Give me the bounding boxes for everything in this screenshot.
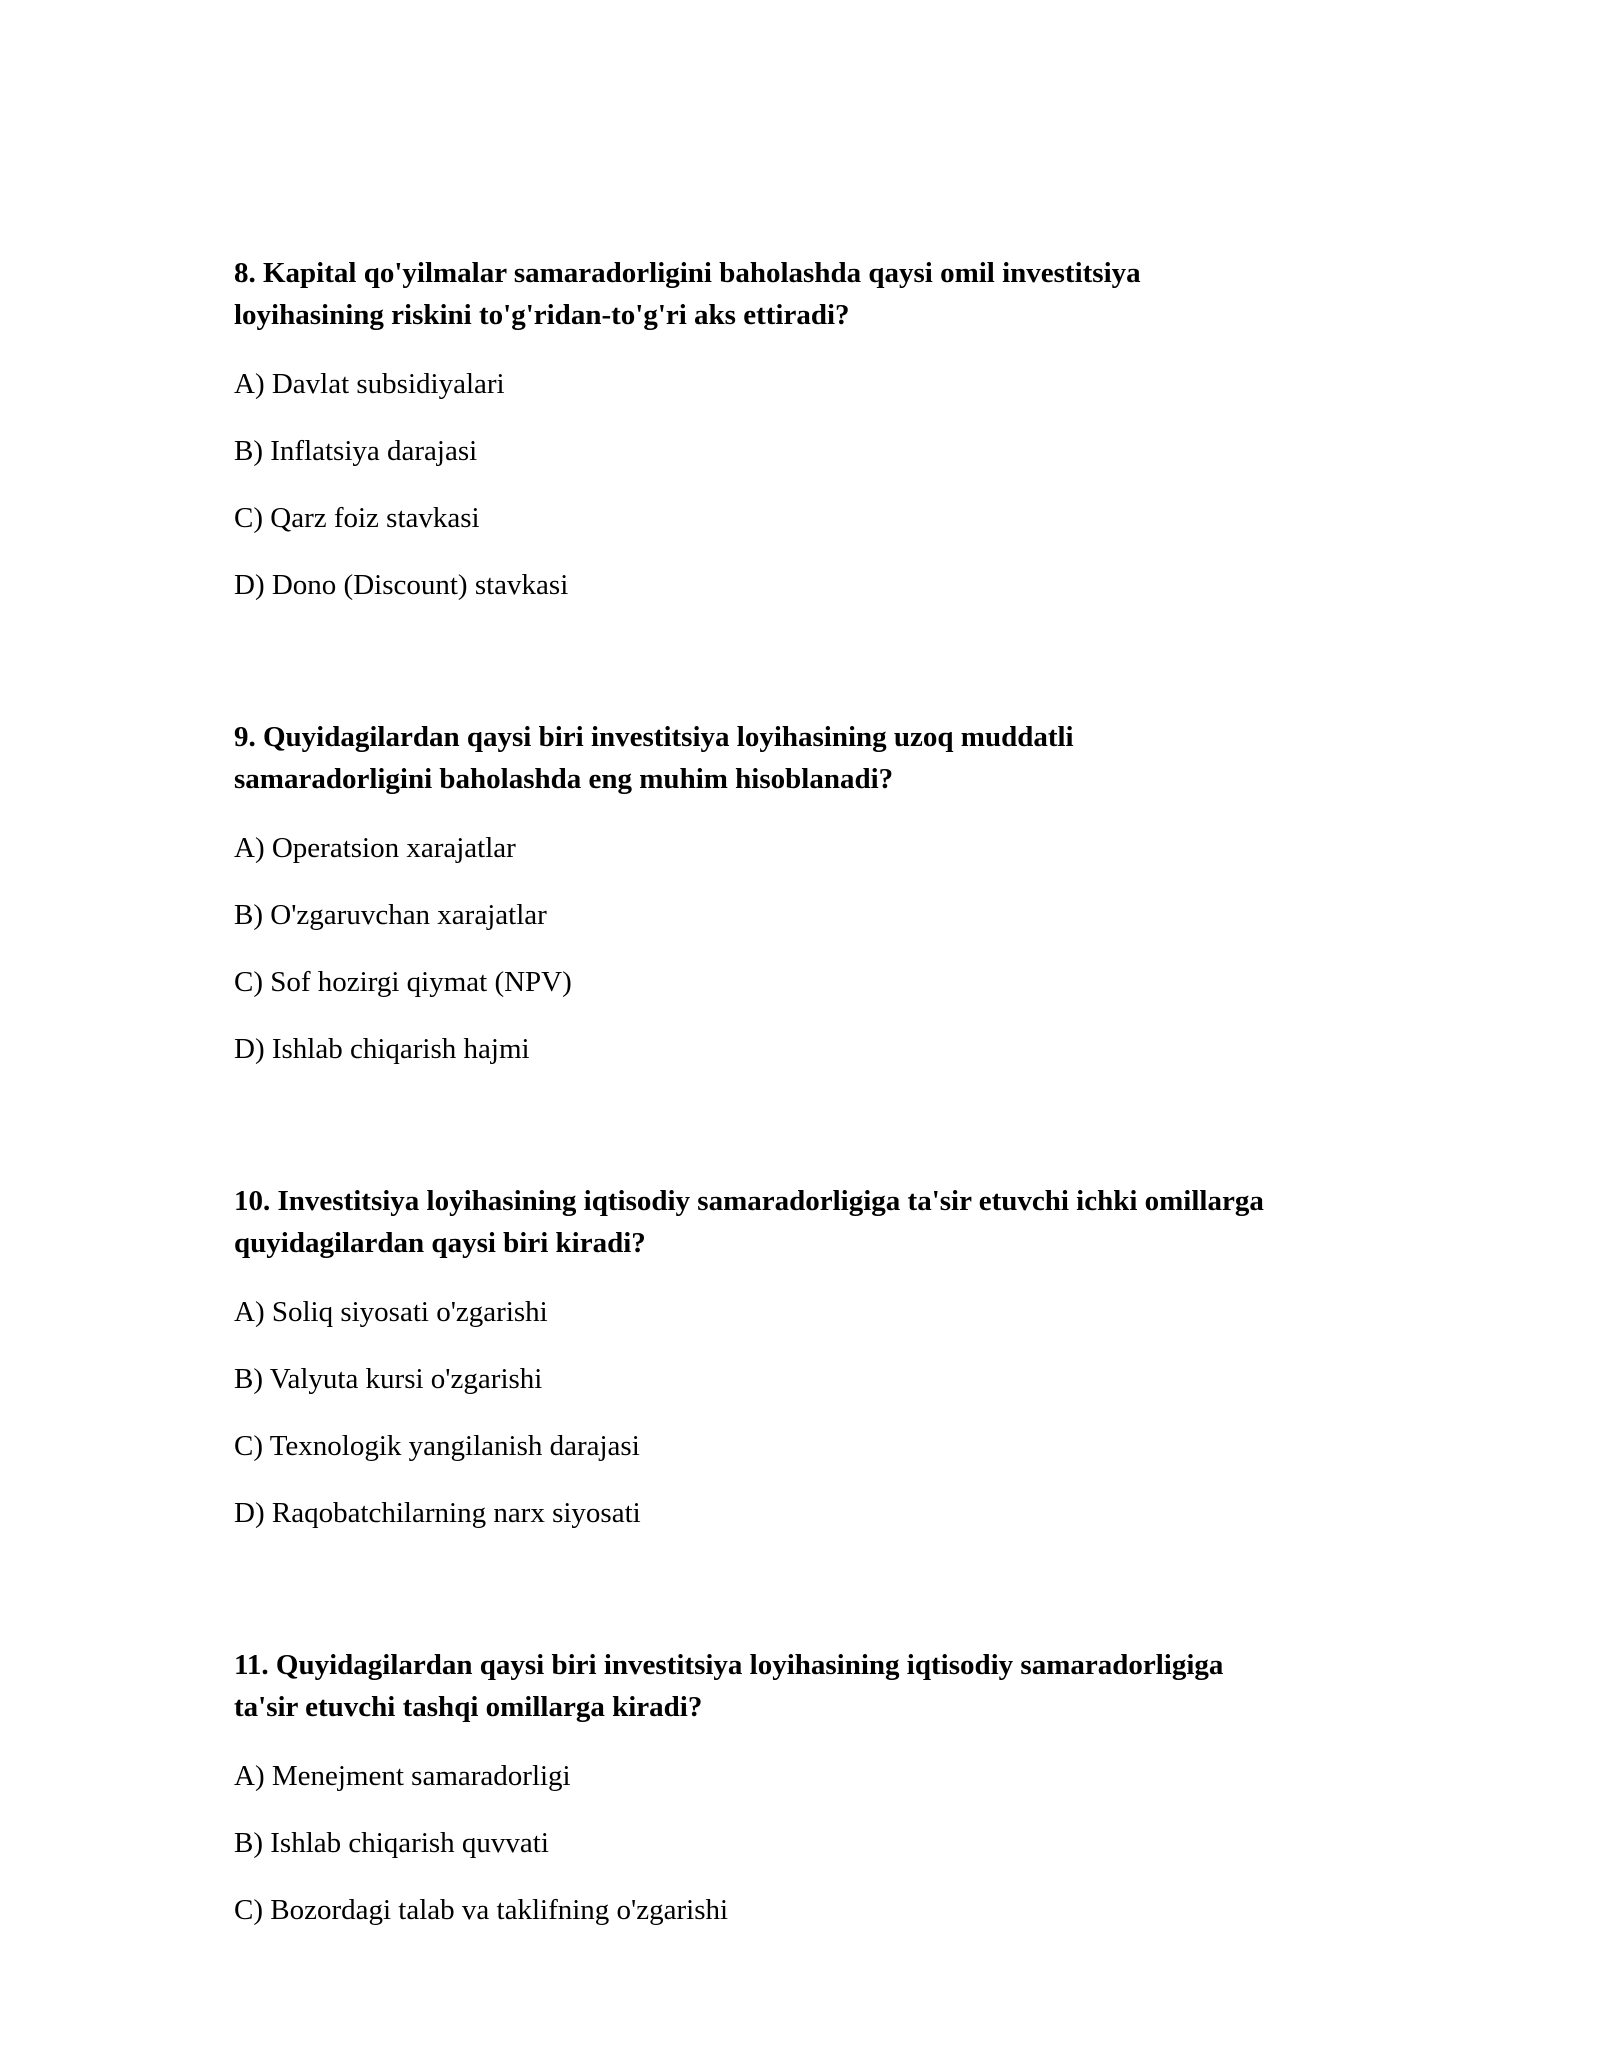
option-c: C) Sof hozirgi qiymat (NPV) [234, 966, 572, 998]
question-list [234, 252, 1364, 1930]
option-a: A) Soliq siyosati o'zgarishi [234, 1296, 548, 1328]
question-text: 11. Quyidagilardan qaysi biri investitsiya loyihasining iqtisodiy samaradorligiga ta'sir etuvchi tashqi omillarga kiradi? [234, 1649, 1224, 1723]
question-text: 8. Kapital qo'yilmalar samaradorligini baholashda qaysi omil investitsiya loyihasining riskini to'g'ridan-to'g'ri aks ettiradi? [234, 257, 1141, 331]
option-b: B) Ishlab chiqarish quvvati [234, 1827, 549, 1859]
option-c: C) Texnologik yangilanish darajasi [234, 1430, 640, 1462]
option-a: A) Davlat subsidiyalari [234, 368, 505, 400]
option-d: D) Ishlab chiqarish hajmi [234, 1033, 530, 1065]
question-text: 9. Quyidagilardan qaysi biri investitsiya loyihasining uzoq muddatli samaradorligini baholashda eng muhim hisoblanadi? [234, 721, 1074, 795]
option-d: D) Raqobatchilarning narx siyosati [234, 1497, 641, 1529]
question-11 [234, 1644, 1364, 1930]
option-b: B) Inflatsiya darajasi [234, 435, 478, 467]
question-9 [234, 716, 1364, 1069]
question-text: 10. Investitsiya loyihasining iqtisodiy samaradorligiga ta'sir etuvchi ichki omillarga quyidagilardan qaysi biri kiradi? [234, 1185, 1264, 1259]
option-a: A) Operatsion xarajatlar [234, 832, 516, 864]
question-10 [234, 1180, 1364, 1533]
question-8 [234, 252, 1364, 605]
option-d: D) Dono (Discount) stavkasi [234, 569, 569, 601]
option-a: A) Menejment samaradorligi [234, 1760, 571, 1792]
option-c: C) Bozordagi talab va taklifning o'zgarishi [234, 1894, 729, 1926]
option-b: B) O'zgaruvchan xarajatlar [234, 899, 547, 931]
option-b: B) Valyuta kursi o'zgarishi [234, 1363, 543, 1395]
option-c: C) Qarz foiz stavkasi [234, 502, 480, 534]
